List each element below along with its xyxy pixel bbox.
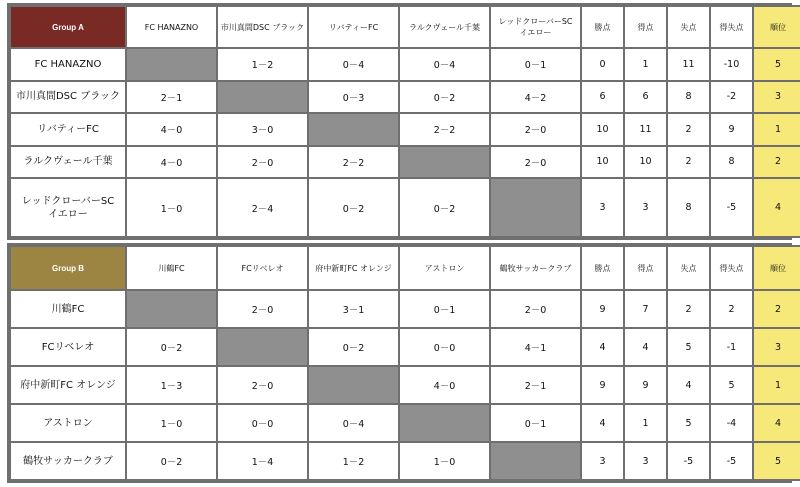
column-header-rank: 順位 [754, 7, 800, 47]
match-result: 1－2 [218, 49, 307, 80]
column-header-points: 勝点 [582, 247, 623, 289]
team-name: リバティーFC [11, 114, 125, 145]
goal-difference: -1 [711, 329, 752, 365]
goals-against: 11 [668, 49, 709, 80]
rank: 2 [754, 147, 800, 178]
match-result: 2－0 [491, 291, 580, 327]
group-label: Group B [11, 247, 125, 289]
match-result: 4－1 [491, 329, 580, 365]
match-result: 2－0 [218, 291, 307, 327]
match-result: 0－2 [127, 329, 216, 365]
match-result: 2－0 [491, 114, 580, 145]
goals-for: 10 [625, 147, 666, 178]
team-name: FC HANAZNO [11, 49, 125, 80]
match-result: 3－1 [309, 291, 398, 327]
points: 3 [582, 179, 623, 236]
self-match-cell [491, 443, 580, 479]
column-header-team: レッドクローバーSC イエロー [491, 7, 580, 47]
points: 9 [582, 291, 623, 327]
match-result: 2－1 [491, 367, 580, 403]
column-header-points: 勝点 [582, 7, 623, 47]
match-result: 1－0 [127, 405, 216, 441]
match-result: 2－2 [309, 147, 398, 178]
match-result: 2－2 [400, 114, 489, 145]
match-result: 0－1 [400, 291, 489, 327]
match-result: 2－0 [491, 147, 580, 178]
points: 3 [582, 443, 623, 479]
self-match-cell [491, 179, 580, 236]
goals-against: 4 [668, 367, 709, 403]
team-name: FCリベレオ [11, 329, 125, 365]
rank: 1 [754, 367, 800, 403]
match-result: 2－0 [218, 147, 307, 178]
match-result: 1－4 [218, 443, 307, 479]
column-header-team: 川鶴FC [127, 247, 216, 289]
group-label: Group A [11, 7, 125, 47]
self-match-cell [309, 114, 398, 145]
self-match-cell [127, 49, 216, 80]
match-result: 1－2 [309, 443, 398, 479]
goals-against: -5 [668, 443, 709, 479]
table-row [11, 147, 800, 178]
match-result: 0－3 [309, 82, 398, 113]
table-row [11, 405, 800, 441]
goals-for: 1 [625, 49, 666, 80]
match-result: 0－0 [400, 329, 489, 365]
team-name: アストロン [11, 405, 125, 441]
column-header-rank: 順位 [754, 247, 800, 289]
column-header-team: FCリベレオ [218, 247, 307, 289]
match-result: 0－2 [127, 443, 216, 479]
match-result: 2－0 [218, 367, 307, 403]
team-name: 鶴牧サッカークラブ [11, 443, 125, 479]
column-header-goals-for: 得点 [625, 247, 666, 289]
match-result: 0－0 [218, 405, 307, 441]
goal-difference: 9 [711, 114, 752, 145]
goals-for: 9 [625, 367, 666, 403]
goals-against: 8 [668, 179, 709, 236]
goals-for: 4 [625, 329, 666, 365]
column-header-goals-against: 失点 [668, 247, 709, 289]
rank: 3 [754, 329, 800, 365]
goal-difference: 5 [711, 367, 752, 403]
match-result: 0－4 [400, 49, 489, 80]
rank: 4 [754, 179, 800, 236]
table-row [11, 329, 800, 365]
points: 9 [582, 367, 623, 403]
team-name: 川鶴FC [11, 291, 125, 327]
self-match-cell [218, 329, 307, 365]
goal-difference: -2 [711, 82, 752, 113]
column-header-team: 府中新町FC オレンジ [309, 247, 398, 289]
goals-against: 2 [668, 114, 709, 145]
self-match-cell [127, 291, 216, 327]
table-row [11, 114, 800, 145]
group-a-table [7, 3, 792, 240]
goal-difference: -10 [711, 49, 752, 80]
self-match-cell [218, 82, 307, 113]
match-result: 2－4 [218, 179, 307, 236]
match-result: 2－1 [127, 82, 216, 113]
rank: 1 [754, 114, 800, 145]
match-result: 1－3 [127, 367, 216, 403]
match-result: 4－0 [127, 114, 216, 145]
goal-difference: 8 [711, 147, 752, 178]
rank: 5 [754, 443, 800, 479]
self-match-cell [400, 147, 489, 178]
match-result: 0－2 [400, 179, 489, 236]
column-header-team: アストロン [400, 247, 489, 289]
match-result: 1－0 [127, 179, 216, 236]
self-match-cell [309, 367, 398, 403]
points: 10 [582, 114, 623, 145]
table-row [11, 179, 800, 236]
goals-against: 5 [668, 405, 709, 441]
goals-for: 3 [625, 443, 666, 479]
column-header-team: 市川真間DSC ブラック [218, 7, 307, 47]
points: 0 [582, 49, 623, 80]
table-row [11, 49, 800, 80]
group-b-table [7, 243, 792, 483]
table-row [11, 367, 800, 403]
rank: 5 [754, 49, 800, 80]
rank: 3 [754, 82, 800, 113]
goal-difference: -5 [711, 179, 752, 236]
match-result: 4－0 [400, 367, 489, 403]
match-result: 0－2 [309, 179, 398, 236]
goals-for: 7 [625, 291, 666, 327]
match-result: 0－4 [309, 49, 398, 80]
goal-difference: -5 [711, 443, 752, 479]
column-header-team: リバティーFC [309, 7, 398, 47]
match-result: 4－2 [491, 82, 580, 113]
table-row [11, 443, 800, 479]
column-header-team: ラルクヴェール千葉 [400, 7, 489, 47]
goals-against: 2 [668, 147, 709, 178]
match-result: 0－2 [400, 82, 489, 113]
column-header-goals-against: 失点 [668, 7, 709, 47]
goals-against: 2 [668, 291, 709, 327]
column-header-team: FC HANAZNO [127, 7, 216, 47]
team-name: レッドクローバーSC イエロー [11, 179, 125, 236]
goals-against: 5 [668, 329, 709, 365]
match-result: 0－2 [309, 329, 398, 365]
header-row [11, 247, 800, 289]
match-result: 4－0 [127, 147, 216, 178]
goal-difference: 2 [711, 291, 752, 327]
table-row [11, 291, 800, 327]
match-result: 0－1 [491, 49, 580, 80]
column-header-goal-difference: 得失点 [711, 247, 752, 289]
table-row [11, 82, 800, 113]
points: 4 [582, 405, 623, 441]
rank: 2 [754, 291, 800, 327]
match-result: 0－1 [491, 405, 580, 441]
team-name: 府中新町FC オレンジ [11, 367, 125, 403]
goal-difference: -4 [711, 405, 752, 441]
goals-for: 6 [625, 82, 666, 113]
match-result: 3－0 [218, 114, 307, 145]
match-result: 1－0 [400, 443, 489, 479]
header-row [11, 7, 800, 47]
column-header-goals-for: 得点 [625, 7, 666, 47]
goals-for: 11 [625, 114, 666, 145]
rank: 4 [754, 405, 800, 441]
column-header-goal-difference: 得失点 [711, 7, 752, 47]
column-header-team: 鶴牧サッカークラブ [491, 247, 580, 289]
points: 6 [582, 82, 623, 113]
team-name: ラルクヴェール千葉 [11, 147, 125, 178]
points: 4 [582, 329, 623, 365]
self-match-cell [400, 405, 489, 441]
match-result: 0－4 [309, 405, 398, 441]
goals-for: 1 [625, 405, 666, 441]
goals-against: 8 [668, 82, 709, 113]
goals-for: 3 [625, 179, 666, 236]
points: 10 [582, 147, 623, 178]
team-name: 市川真間DSC ブラック [11, 82, 125, 113]
